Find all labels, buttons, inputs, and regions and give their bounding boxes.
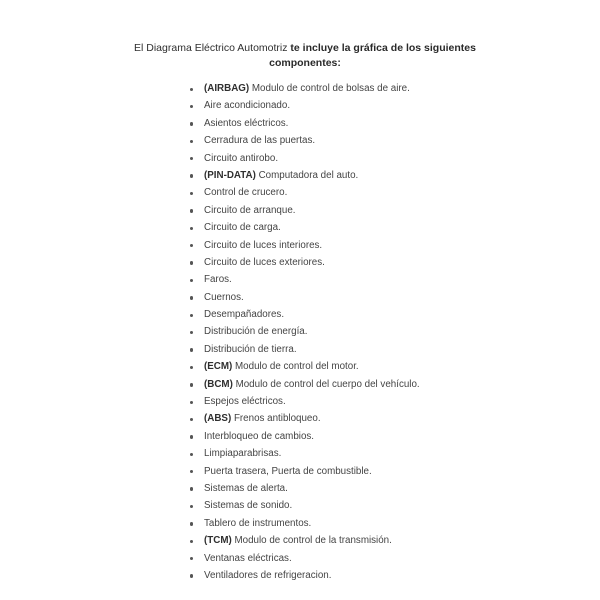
bullet-icon <box>190 522 193 525</box>
bullet-icon <box>190 435 193 438</box>
component-list <box>190 80 420 584</box>
bullet-icon <box>190 574 193 577</box>
bullet-icon <box>190 453 193 456</box>
list-item-text: Distribución de energía. <box>204 326 308 338</box>
list-item-text: Circuito antirobo. <box>204 152 279 164</box>
list-item <box>190 497 420 514</box>
list-item-text: Circuito de carga. <box>204 222 281 234</box>
bullet-icon <box>190 105 193 108</box>
bullet-icon <box>190 557 193 560</box>
list-item <box>190 289 420 306</box>
list-item <box>190 393 420 410</box>
list-item-text: Modulo de control de bolsas de aire. <box>249 83 410 94</box>
bullet-icon <box>190 314 193 317</box>
bullet-icon <box>190 331 193 334</box>
bullet-icon <box>190 279 193 282</box>
list-item-text: Puerta trasera, Puerta de combustible. <box>204 465 372 477</box>
bullet-icon <box>190 296 193 299</box>
list-item <box>190 550 420 567</box>
list-item <box>190 376 420 393</box>
bullet-icon <box>190 88 193 91</box>
list-item-text: Computadora del auto. <box>255 169 359 181</box>
list-item-text: Tablero de instrumentos. <box>204 517 312 529</box>
list-item-text: Modulo de control del motor. <box>232 361 359 373</box>
list-item-code: (ABS) <box>204 413 232 425</box>
list-item-text: Cerradura de las puertas. <box>204 135 316 147</box>
bullet-icon <box>190 366 193 369</box>
list-item <box>190 515 420 532</box>
list-item-text: Asientos eléctricos. <box>204 117 289 129</box>
list-item <box>190 271 420 288</box>
list-item-text: Sistemas de alerta. <box>204 482 288 494</box>
intro-bold-text: te incluye la gráfica de los siguientes componentes: <box>269 42 476 69</box>
list-item-text: Cuernos. <box>204 291 244 303</box>
bullet-icon <box>190 174 193 177</box>
list-item <box>190 237 420 254</box>
bullet-icon <box>190 261 193 264</box>
list-item-text: Aire acondicionado. <box>204 100 291 112</box>
intro-text: El Diagrama Eléctrico Automotriz <box>134 42 291 54</box>
bullet-icon <box>190 227 193 230</box>
bullet-icon <box>190 470 193 473</box>
list-item-text: Espejos eléctricos. <box>204 396 286 408</box>
list-item-text: Sistemas de sonido. <box>204 500 293 512</box>
list-item-text: Circuito de arranque. <box>204 204 296 216</box>
list-item-text: Ventanas eléctricas. <box>204 552 292 564</box>
list-item <box>190 428 420 445</box>
list-item-text: Frenos antibloqueo. <box>231 413 321 425</box>
bullet-icon <box>190 348 193 351</box>
bullet-icon <box>190 487 193 490</box>
bullet-icon <box>190 418 193 421</box>
list-item <box>190 532 420 549</box>
bullet-icon <box>190 401 193 404</box>
list-item <box>190 341 420 358</box>
list-item-text: Modulo de control de la transmisión. <box>231 535 392 547</box>
list-item <box>190 150 420 167</box>
bullet-icon <box>190 244 193 247</box>
list-item <box>190 410 420 427</box>
list-item-text: Interbloqueo de cambios. <box>204 430 315 442</box>
list-item-code: (BCM) <box>204 378 233 390</box>
bullet-icon <box>190 209 193 212</box>
list-item-text: Desempañadores. <box>204 309 285 321</box>
list-item-text: Limpiaparabrisas. <box>204 448 282 460</box>
bullet-icon <box>190 140 193 143</box>
bullet-icon <box>190 540 193 543</box>
bullet-icon <box>190 505 193 508</box>
list-item-text: Modulo de control del cuerpo del vehículo. <box>232 378 420 390</box>
intro-paragraph <box>120 41 490 71</box>
list-item <box>190 358 420 375</box>
list-item <box>190 445 420 462</box>
list-item-code: (TCM) <box>204 535 232 547</box>
list-item <box>190 323 420 340</box>
list-item <box>190 463 420 480</box>
list-item <box>190 254 420 271</box>
list-item-text: Circuito de luces interiores. <box>204 239 323 251</box>
list-item <box>190 567 420 584</box>
list-item-text: Control de crucero. <box>204 187 288 199</box>
list-item <box>190 132 420 149</box>
bullet-icon <box>190 122 193 125</box>
list-item-text: Circuito de luces exteriores. <box>204 256 325 268</box>
list-item-text: Ventiladores de refrigeracion. <box>204 569 332 581</box>
list-item <box>190 202 420 219</box>
list-item <box>190 115 420 132</box>
bullet-icon <box>190 157 193 160</box>
list-item <box>190 480 420 497</box>
list-item-code: (AIRBAG) <box>204 83 250 94</box>
list-item <box>190 306 420 323</box>
bullet-icon <box>190 192 193 195</box>
list-item-code: (PIN-DATA) <box>204 169 256 181</box>
list-item <box>190 184 420 201</box>
list-item <box>190 80 420 97</box>
list-item <box>190 219 420 236</box>
list-item <box>190 167 420 184</box>
list-item-code: (ECM) <box>204 361 233 373</box>
list-item-text: Distribución de tierra. <box>204 343 297 355</box>
bullet-icon <box>190 383 193 386</box>
list-item-text: Faros. <box>204 274 232 286</box>
list-item <box>190 97 420 114</box>
